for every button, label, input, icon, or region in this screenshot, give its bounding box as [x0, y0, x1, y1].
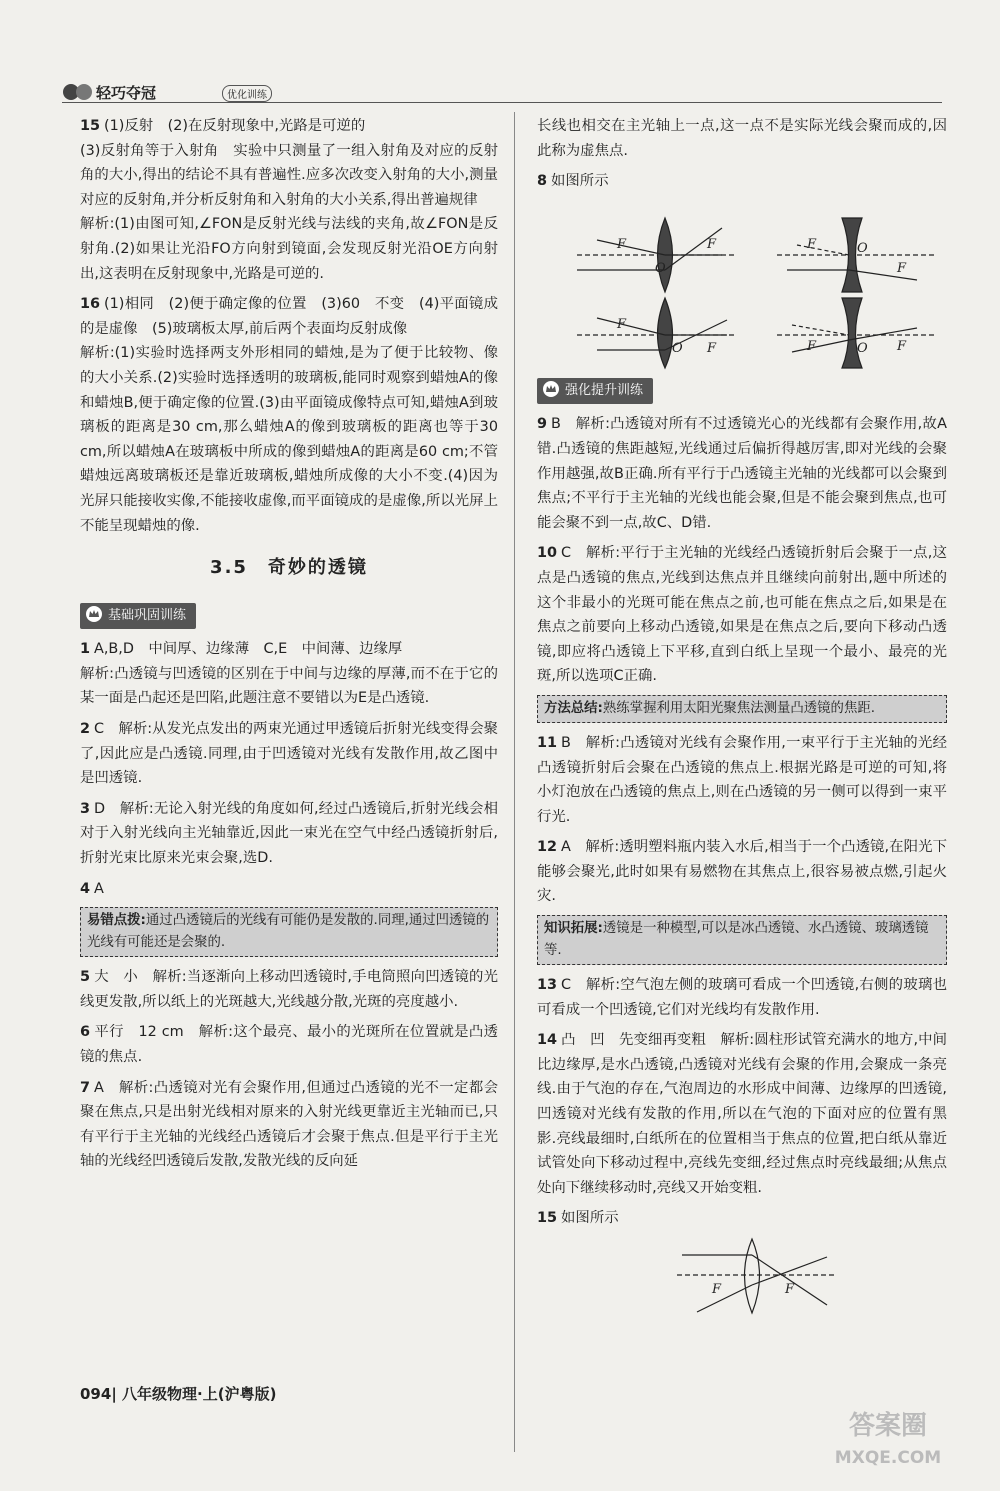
- answer-number: 14: [537, 1032, 558, 1049]
- note-text: 透镜是一种模型,可以是冰凸透镜、水凸透镜、玻璃透镜等.: [544, 921, 929, 959]
- badge-label: 基础巩固训练: [108, 607, 187, 623]
- answer-number: 10: [537, 545, 558, 562]
- answer-line: B 解析:凸透镜对光线有会聚作用,一束平行于主光轴的光经凸透镜折射后会聚在凸透镜的焦点上.根据光路是可逆的可知,将小灯泡放在凸透镜的焦点上,则在凸透镜的另一侧可以得到一束平行光.: [537, 734, 947, 825]
- answer-number: 16: [80, 296, 101, 313]
- answer-line: 平行 12 cm 解析:这个最亮、最小的光斑所在位置就是凸透镜的焦点.: [80, 1024, 498, 1065]
- answer-number: 13: [537, 977, 558, 994]
- answer-line: C 解析:从发光点发出的两束光通过甲透镜后折射光线变得会聚了,因此应是凸透镜.同理,由于凹透镜对光线有发散作用,故乙图中是凹透镜.: [80, 721, 498, 787]
- answer-number: 4: [80, 880, 91, 897]
- badge-advanced-training: [537, 378, 653, 405]
- note-error-tip: [80, 907, 498, 957]
- answer-number: 7: [80, 1079, 91, 1096]
- watermark: [818, 1410, 958, 1480]
- answer-line: 如图所示: [551, 173, 609, 190]
- center-label: O: [672, 340, 683, 356]
- brand-logo-icon: [62, 80, 94, 104]
- answer-6: [80, 1020, 498, 1069]
- answer-line: A,B,D 中间厚、边缘薄 C,E 中间薄、边缘厚: [94, 641, 403, 658]
- answer-number: 15: [80, 118, 101, 134]
- answer-7-continued: 长线也相交在主光轴上一点,这一点不是实际光线会聚而成的,因此称为虚焦点.: [537, 118, 947, 159]
- answer-number: 15: [537, 1210, 558, 1227]
- watermark-sub: MXQE.COM: [834, 1448, 942, 1468]
- answer-line: 大 小 解析:当逐渐向上移动凹透镜时,手电筒照向凹透镜的光线更发散,所以纸上的光斑越大,光线越分散,光斑的亮度越小.: [80, 969, 498, 1010]
- focus-label: F: [807, 236, 817, 252]
- answer-10: [537, 541, 947, 689]
- answer-number: 1: [80, 641, 91, 658]
- right-column: [537, 114, 947, 1317]
- answer-line: A 解析:凸透镜对光有会聚作用,但通过凸透镜的光不一定都会聚在焦点,只是出射光线相对原来的入射光线更靠近主光轴而已,只有平行于主光轴的光线经凸透镜后才会聚于焦点.但是平行于主光轴的光线经凹透镜后发散,发散光线的反向延: [80, 1079, 498, 1170]
- answer-4: [80, 877, 498, 902]
- answer-14: [537, 1028, 947, 1200]
- lens-ray-diagrams: [537, 200, 947, 370]
- answer-number: 9: [537, 416, 548, 433]
- note-method-summary: [537, 695, 947, 723]
- answer-15: [80, 114, 498, 286]
- focus-label: F: [707, 340, 717, 356]
- answer-number: 5: [80, 969, 91, 986]
- answer-explanation: 解析:(1)实验时选择两支外形相同的蜡烛,是为了便于比较物、像的大小关系.(2)实验时选择透明的玻璃板,能同时观察到蜡烛A的像和蜡烛B,便于确定像的位置.(3)由平面镜成像特点可知,蜡烛A到玻璃板的距离是30 cm,那么蜡烛A的像到玻璃板的距离也等于30 cm,所以蜡烛A在玻璃板中所成的像到蜡烛A的距离是60 cm;不管蜡烛远离玻璃板还是靠近玻璃板,蜡烛所成像的大小不变.(4)因为光屏只能接收实像,不能接收虚像,而平面镜成的是虚像,所以光屏上不能呈现蜡烛的像.: [80, 345, 498, 534]
- column-divider: [514, 112, 515, 1452]
- note-label: 知识拓展:: [544, 921, 603, 937]
- lens-diagram-15-svg: [537, 1237, 947, 1317]
- section-title: 3.5 奇妙的透镜: [210, 557, 368, 579]
- answer-line: C 解析:平行于主光轴的光线经凸透镜折射后会聚于一点,这点是凸透镜的焦点,光线到达焦点并且继续向前射出,题中所述的这个非最小的光斑可能在焦点之前,也可能在焦点之后,如果是在焦点之前要向上移动凸透镜,如果是在焦点之后,要向下移动凸透镜,即应将凸透镜上下平移,直到白纸上呈现一个最小、最亮的光斑,所以选项C正确.: [537, 545, 947, 685]
- answer-line: C 解析:空气泡左侧的玻璃可看成一个凹透镜,右侧的玻璃也可看成一个凹透镜,它们对光线均有发散作用.: [537, 977, 947, 1018]
- note-text: 熟练掌握利用太阳光聚焦法测量凸透镜的焦距.: [602, 700, 875, 716]
- answer-line: 凸 凹 先变细再变粗 解析:圆柱形试管充满水的地方,中间比边缘厚,是水凸透镜,凸透镜对光线有会聚的作用,会聚成一条亮线.由于气泡的存在,气泡周边的水形成中间薄、边缘厚的凹透镜,凹透镜对光线有发散的作用,所以在气泡的下面对应的位置有黑影.亮线最细时,白纸所在的位置相当于焦点的位置,把白纸从靠近试管处向下移动过程中,亮线先变细,经过焦点时亮线最细;从焦点处向下继续移动时,亮线又开始变粗.: [537, 1032, 947, 1196]
- crown-icon: [542, 380, 560, 398]
- answer-13: [537, 973, 947, 1022]
- answer-number: 3: [80, 800, 91, 817]
- header-rule: [62, 102, 942, 103]
- lens-diagram-svg: [537, 200, 947, 370]
- answer-number: 2: [80, 721, 91, 738]
- brand-name: 轻巧夺冠: [96, 84, 157, 102]
- answer-line: A: [94, 880, 104, 897]
- note-label: 方法总结:: [544, 700, 603, 716]
- answer-number: 12: [537, 839, 558, 856]
- answer-number: 11: [537, 734, 558, 751]
- answer-15: [537, 1206, 947, 1231]
- answer-line: (1)相同 (2)便于确定像的位置 (3)60 不变 (4)平面镜成的是虚像 (5)玻璃板太厚,前后两个表面均反射成像: [80, 296, 498, 337]
- left-column: [80, 114, 498, 1180]
- book-title: 八年级物理·上(沪粤版): [122, 1385, 277, 1403]
- focus-label: F: [707, 236, 717, 252]
- answer-explanation: 解析:(1)由图可知,∠FON是反射光线与法线的夹角,故∠FON是反射角.(2)如果让光沿FO方向射到镜面,会发现反射光沿OE方向射出,这表明在反射现象中,光路是可逆的.: [80, 216, 498, 282]
- answer-line: (1)反射 (2)在反射现象中,光路是可逆的: [104, 118, 366, 134]
- center-label: O: [655, 260, 666, 276]
- focus-label: F: [617, 316, 627, 332]
- answer-1: [80, 637, 498, 711]
- focus-label: F: [897, 260, 907, 276]
- note-knowledge-extension: [537, 915, 947, 965]
- lens-ray-diagram-15: [537, 1237, 947, 1317]
- answer-explanation: 解析:凸透镜与凹透镜的区别在于中间与边缘的厚薄,而不在于它的某一面是凸起还是凹陷,此题注意不要错以为E是凸透镜.: [80, 665, 498, 707]
- brand-tag: 优化训练: [222, 85, 272, 102]
- page-footer: 094| 八年级物理·上(沪粤版): [80, 1385, 277, 1403]
- page-header: [62, 80, 942, 106]
- answer-line: 如图所示: [561, 1210, 619, 1227]
- answer-number: 8: [537, 173, 548, 190]
- answer-11: [537, 731, 947, 829]
- answer-line: D 解析:无论入射光线的角度如何,经过凸透镜后,折射光线会相对于入射光线向主光轴靠近,因此一束光在空气中经凸透镜折射后,折射光束比原来光束会聚,选D.: [80, 800, 498, 867]
- answer-8: [537, 169, 947, 194]
- focus-label: F: [807, 338, 817, 354]
- answer-3: [80, 797, 498, 871]
- note-label: 易错点拨:: [87, 913, 146, 929]
- answer-5: [80, 965, 498, 1014]
- focus-label: F: [897, 338, 907, 354]
- center-label: O: [857, 340, 868, 356]
- page-number: 094: [80, 1385, 112, 1403]
- focus-label: F: [785, 1282, 795, 1297]
- answer-12: [537, 835, 947, 909]
- watermark-main: 答案圈: [848, 1411, 927, 1441]
- badge-label: 强化提升训练: [565, 382, 644, 398]
- center-label: O: [857, 240, 868, 256]
- crown-icon: [85, 605, 103, 623]
- focus-label: F: [712, 1282, 722, 1297]
- answer-number: 6: [80, 1024, 91, 1041]
- note-text: 通过凸透镜后的光线有可能仍是发散的.同理,通过凹透镜的光线有可能还是会聚的.: [87, 913, 490, 951]
- answer-line: B 解析:凸透镜对所有不过透镜光心的光线都有会聚作用,故A错.凸透镜的焦距越短,光线通过后偏折得越厉害,即对光线的会聚作用越强,故B正确.所有平行于凸透镜主光轴的光线都可以会聚到焦点;不平行于主光轴的光线也能会聚,但是不能会聚到焦点,也可能会聚不到一点,故C、D错.: [537, 416, 947, 531]
- answer-16: [80, 292, 498, 538]
- answer-line: A 解析:透明塑料瓶内装入水后,相当于一个凸透镜,在阳光下能够会聚光,此时如果有易燃物在其焦点上,很容易被点燃,引起火灾.: [537, 839, 947, 905]
- badge-basic-training: [80, 603, 196, 630]
- answer-7: [80, 1076, 498, 1174]
- answer-9: [537, 412, 947, 535]
- focus-label: F: [617, 236, 627, 252]
- answer-line: (3)反射角等于入射角 实验中只测量了一组入射角及对应的反射角的大小,得出的结论不具有普遍性.应多次改变入射角的大小,测量对应的反射角,并分析反射角和入射角的大小关系,得出普遍规律: [80, 142, 498, 208]
- answer-2: [80, 717, 498, 791]
